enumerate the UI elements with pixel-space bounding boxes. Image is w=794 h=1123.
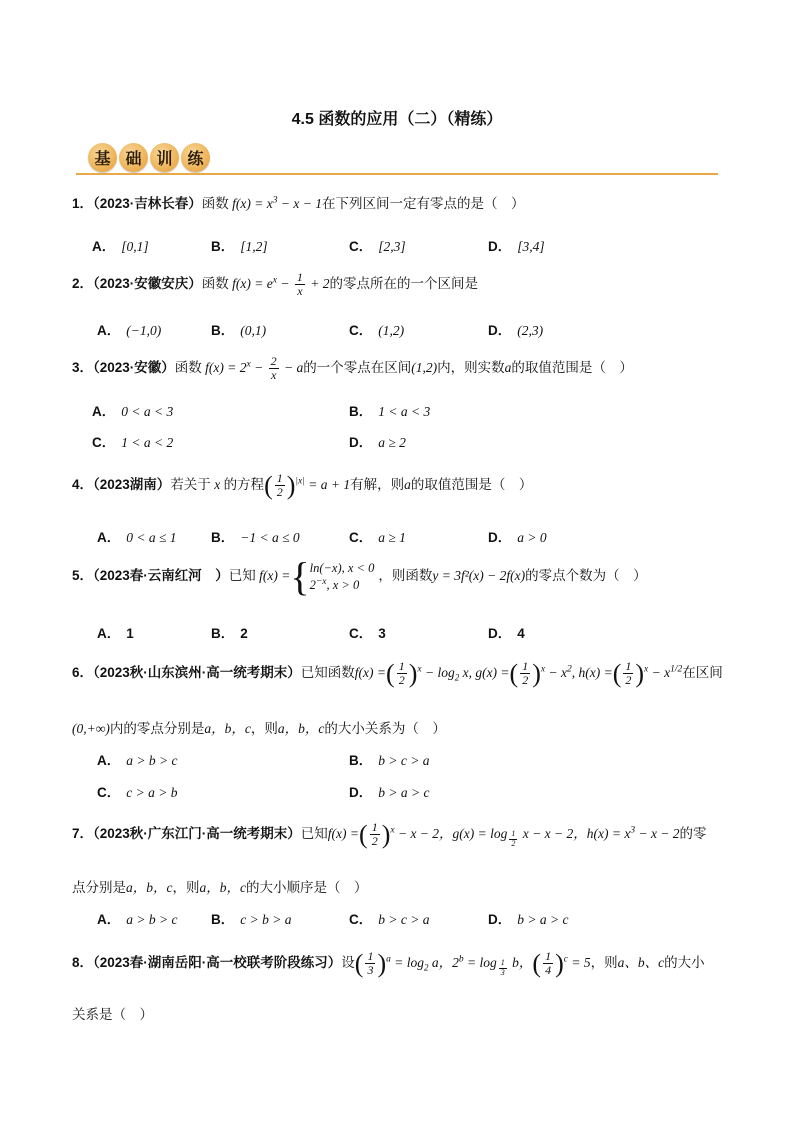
question-number: 7． <box>72 825 94 841</box>
question-text: 已知 <box>228 568 256 584</box>
option[interactable]: C． a ≥ 1 <box>349 530 406 545</box>
option[interactable]: B． b > c > a <box>349 753 430 768</box>
question-text: 的零 <box>679 825 707 841</box>
option[interactable]: C． c > a > b <box>97 785 178 800</box>
question-4 <box>72 472 532 499</box>
question-text: 的取值范围是（ ） <box>511 359 633 375</box>
question-8-line2 <box>72 1003 153 1023</box>
question-text: 内，则实数 <box>437 359 505 375</box>
question-source: （2023秋·山东滨州·高一统考期末） <box>93 664 301 680</box>
variable: a <box>404 476 411 492</box>
formula: ( $\frac{1}{2}$ )$^{|x|}$ = a + 1 <box>264 470 351 500</box>
banner-char: 训 <box>150 143 179 172</box>
question-source: （2023·安徽安庆） <box>93 275 202 291</box>
question-number: 4． <box>72 476 94 492</box>
option[interactable]: D． b > a > c <box>349 785 430 800</box>
question-source: （2023春·云南红河 ） <box>93 568 229 584</box>
question-text: 函数 <box>201 196 229 211</box>
option[interactable]: B． 2 <box>211 626 248 641</box>
variable: a <box>504 359 512 375</box>
question-text: 函数 <box>174 359 202 375</box>
banner-char: 础 <box>119 143 148 172</box>
question-number: 5． <box>72 568 94 584</box>
banner-rule <box>76 173 718 175</box>
question-text: 内的零点分别是 <box>109 721 205 736</box>
banner-char: 基 <box>88 143 117 172</box>
option[interactable]: C． b > c > a <box>349 912 430 927</box>
question-source: （2023春·湖南岳阳·高一校联考阶段练习） <box>93 954 342 970</box>
option[interactable]: D． a ≥ 2 <box>349 435 406 450</box>
question-text: 的方程 <box>223 476 265 492</box>
option[interactable]: A． 0 < a < 3 <box>92 404 174 419</box>
question-text: 若关于 <box>170 476 211 492</box>
variables: a，b，c <box>126 880 173 895</box>
option[interactable]: A． a > b > c <box>97 912 178 927</box>
option[interactable]: D． 4 <box>488 626 525 641</box>
question-text: 在下列区间一定有零点的是（ ） <box>321 196 525 211</box>
question-number: 2． <box>72 275 94 291</box>
option[interactable]: A． 0 < a ≤ 1 <box>97 530 177 545</box>
question-7-line2 <box>72 876 368 896</box>
question-text: 已知函数 <box>300 664 355 680</box>
formula: $f(x) = e^x$ − $\frac{1}{x}$ + 2 <box>232 270 330 299</box>
question-number: 3． <box>72 359 94 375</box>
formula: f(x) ={ ln(−x), x < 0 $2^{-x}$, x > 0 <box>259 554 375 599</box>
question-source: （2023·安徽） <box>93 359 175 375</box>
option[interactable]: A． a > b > c <box>97 753 178 768</box>
option[interactable]: D． (2,3) <box>488 323 544 338</box>
question-3 <box>72 355 633 382</box>
option[interactable]: B． c > b > a <box>211 912 292 927</box>
question-text: 函数 <box>201 275 229 291</box>
option[interactable]: C． 3 <box>349 626 386 641</box>
question-text: 有解，则 <box>350 476 405 492</box>
formula: $f(x) = x^3 - x - 1$ <box>232 195 322 211</box>
formula: f(x) =( $\frac{1}{2}$ )$^x - \log_2 x$, g(x) =( $\frac{1}{2}$ )$^x - x^2$, h(x) =( $\frac{1}{2}$ )$^x - x^{1/2}$ <box>354 658 683 688</box>
question-2 <box>72 271 478 298</box>
question-text: ，则 <box>172 880 200 895</box>
option[interactable]: B． (0,1) <box>211 323 267 338</box>
question-text: 的零点个数为（ ） <box>525 568 647 584</box>
option[interactable]: C． [2,3] <box>349 239 406 254</box>
question-text: 的一个零点在区间 <box>303 359 412 375</box>
question-7 <box>72 821 707 849</box>
question-text: 的大小 <box>664 954 705 970</box>
variables: a，b，c <box>199 880 246 895</box>
option[interactable]: B． 1 < a < 3 <box>349 404 431 419</box>
question-text: ，则 <box>250 721 278 736</box>
option[interactable]: A． (−1,0) <box>97 323 162 338</box>
question-8 <box>72 950 705 978</box>
variables: a，b，c <box>277 721 325 736</box>
question-text: 的取值范围是（ ） <box>410 476 533 492</box>
interval: (1,2) <box>411 359 438 375</box>
question-text: 点分别是 <box>72 880 126 895</box>
question-text: 的零点所在的一个区间是 <box>329 275 478 291</box>
option[interactable]: D． b > a > c <box>488 912 569 927</box>
variable: x <box>214 476 221 492</box>
interval: (0,+∞) <box>72 721 110 736</box>
question-text: 已知 <box>300 825 328 841</box>
formula: ( $\frac{1}{3}$ )$^a = \log_2 a$，$2^b = \log$ $_{\frac{1}{3}}$ b，( $\frac{1}{4}$ )$^c$ = 5 <box>354 948 591 978</box>
question-text: 关系是（ ） <box>72 1007 153 1022</box>
option[interactable]: D． [3,4] <box>488 239 545 254</box>
option[interactable]: D． a > 0 <box>488 530 547 545</box>
option[interactable]: B． [1,2] <box>211 239 268 254</box>
question-number: 1． <box>72 196 94 211</box>
option[interactable]: C． (1,2) <box>349 323 405 338</box>
question-text: ，则函数 <box>378 568 433 584</box>
formula: y = 3f²(x) − 2f(x) <box>432 568 526 584</box>
question-5 <box>72 554 647 599</box>
question-source: （2023湖南） <box>93 476 171 492</box>
formula: f(x) =( $\frac{1}{2}$ )$^x$ − x − 2，g(x) = log $_{\frac{1}{2}}$ x − x − 2，$h(x) = x^3 - x - 2$ <box>327 819 680 849</box>
page-title: 4.5 函数的应用（二）（精练） <box>291 111 503 128</box>
question-6-line2 <box>72 717 446 737</box>
question-1 <box>72 192 524 212</box>
question-number: 8． <box>72 954 94 970</box>
question-text: 设 <box>341 954 355 970</box>
question-6 <box>72 660 723 687</box>
question-text: 的大小关系为（ ） <box>324 721 446 736</box>
option[interactable]: A． 1 <box>97 626 134 641</box>
variables: a，b，c <box>204 721 251 736</box>
option[interactable]: A． [0,1] <box>92 239 149 254</box>
question-source: （2023·吉林长春） <box>93 196 202 211</box>
question-text: 在区间 <box>682 664 723 680</box>
banner-char: 练 <box>181 143 210 172</box>
question-number: 6． <box>72 664 94 680</box>
option[interactable]: B． −1 < a ≤ 0 <box>211 530 300 545</box>
section-banner <box>76 143 718 175</box>
question-text: ，则 <box>590 954 618 970</box>
option[interactable]: C． 1 < a < 2 <box>92 435 174 450</box>
variables: a、b、c <box>617 954 665 970</box>
question-text: 的大小顺序是（ ） <box>246 880 368 895</box>
formula: $f(x) = 2^x$ − $\frac{2}{x}$ − a <box>205 354 304 383</box>
question-source: （2023秋·广东江门·高一统考期末） <box>93 825 301 841</box>
